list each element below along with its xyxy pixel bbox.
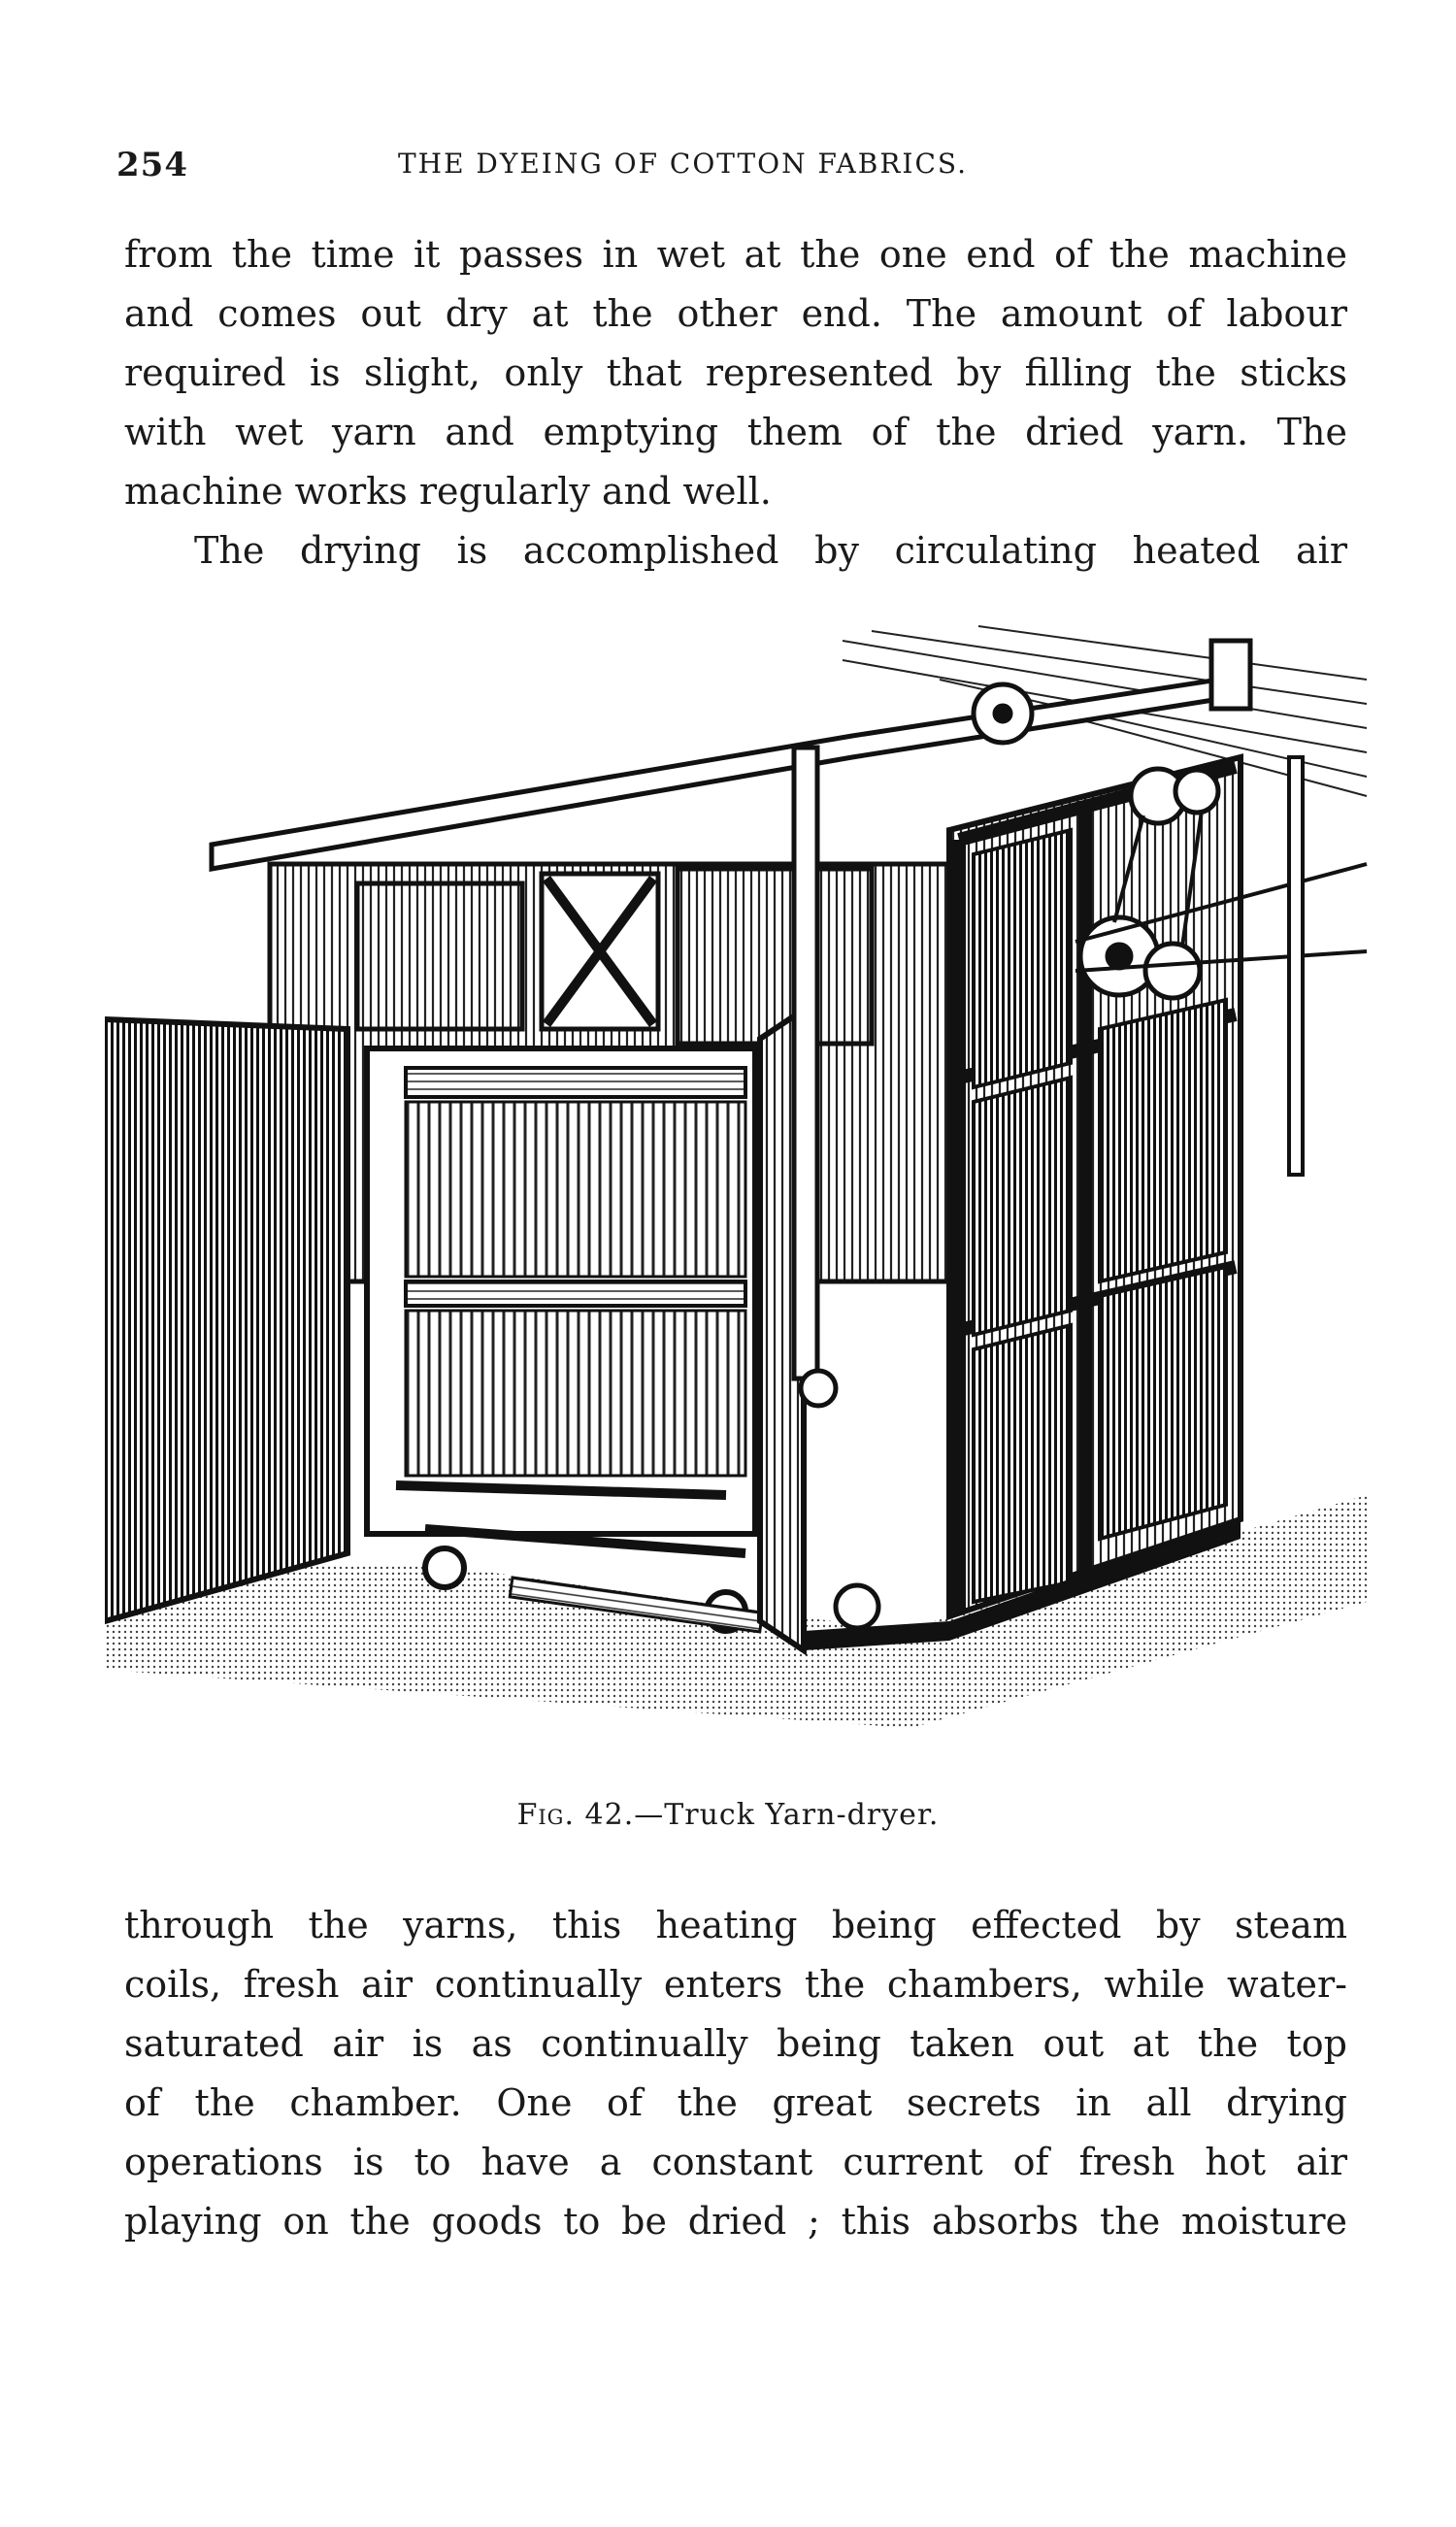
text-line: machine works regularly and well. — [124, 470, 772, 513]
page-number: 254 — [116, 146, 188, 184]
text-line: The drying is accomplished by circulating heated air — [194, 529, 1347, 572]
text-line: saturated air is as continually being taken out at the top — [124, 2022, 1347, 2065]
paragraph-bottom — [124, 1896, 1347, 2251]
text-line: from the time it passes in wet at the one end of the machine — [124, 233, 1347, 276]
figure-title: —Truck Yarn-dryer. — [634, 1798, 940, 1832]
text-line: required is slight, only that represented by filling the sticks — [124, 351, 1347, 394]
text-line: with wet yarn and emptying them of the dried yarn. The — [124, 411, 1347, 453]
running-title: THE DYEING OF COTTON FABRICS. — [398, 148, 968, 180]
figure-label: Fig. 42. — [516, 1798, 635, 1832]
yarn-dryer-illustration — [105, 621, 1376, 1738]
paragraph-top — [124, 225, 1347, 581]
text-line: operations is to have a constant current of fresh hot air — [124, 2141, 1347, 2183]
figure-caption — [0, 1798, 1456, 1832]
text-line: playing on the goods to be dried ; this absorbs the moisture — [124, 2200, 1347, 2243]
text-line: coils, fresh air continually enters the chambers, while water- — [124, 1963, 1347, 2006]
text-line: and comes out dry at the other end. The amount of labour — [124, 292, 1347, 335]
text-line: of the chamber. One of the great secrets in all drying — [124, 2081, 1347, 2124]
text-line: through the yarns, this heating being effected by steam — [124, 1904, 1347, 1946]
